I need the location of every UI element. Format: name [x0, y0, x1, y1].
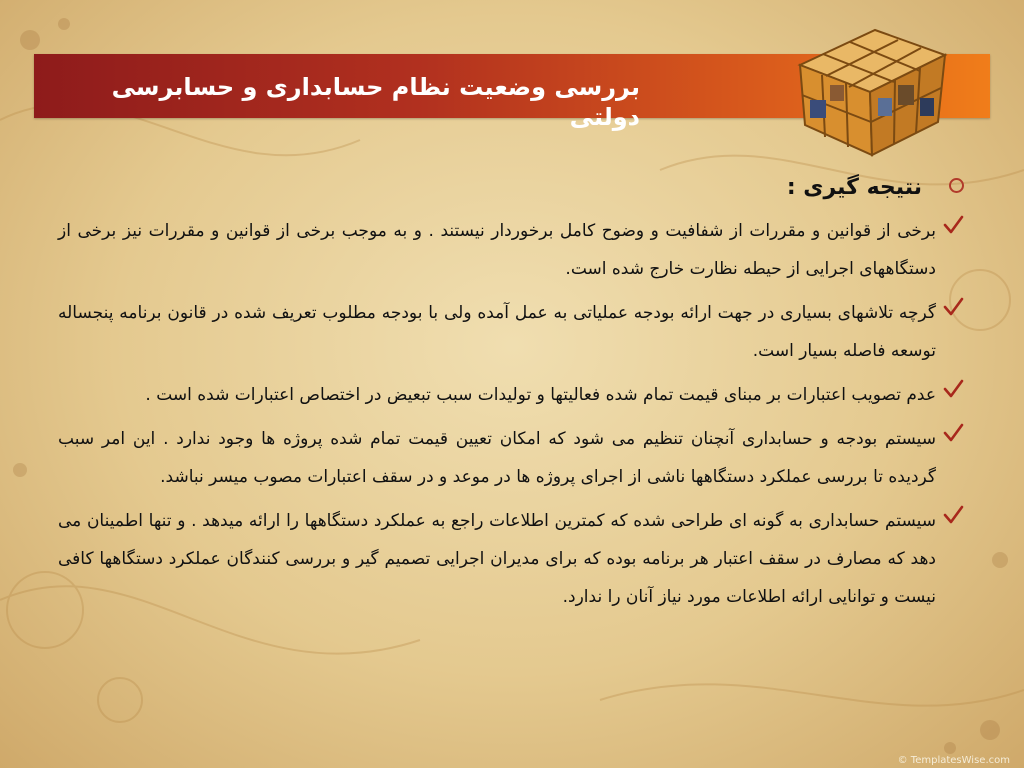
checkmark-icon [942, 504, 964, 526]
list-item-text: برخی از قوانین و مقررات از شفافیت و وضوح کامل برخوردار نیستند . و به موجب برخی از قوانین و مقررات نیز برخی از دستگاههای اجرایی از حیطه نظارت خارج شده است. [58, 221, 936, 279]
checkmark-icon [942, 422, 964, 444]
slide-title: بررسی وضعیت نظام حسابداری و حسابرسی دولتی [111, 73, 640, 131]
heading-row [58, 170, 964, 212]
list-item-text: سیستم حسابداری به گونه ای طراحی شده که کمترین اطلاعات راجع به عملکرد دستگاهها را ارائه میدهد . و تنها اطمینان می دهد که مصارف در سقف اعتبار هر برنامه بوده که برای مدیران اجرایی تصمیم گیر و بررسی کنندگان عملکرد دستگاهها کافی نیست و توانایی ارائه اطلاعات مورد نیاز آنان را ندارد. [58, 511, 936, 607]
list-item [58, 294, 964, 370]
watermark: © TemplatesWise.com [897, 755, 1010, 766]
section-heading: نتیجه گیری : [786, 175, 922, 200]
list-item-text: گرچه تلاشهای بسیاری در جهت ارائه بودجه عملیاتی به عمل آمده ولی با بودجه مطلوب تعریف شده در قانون برنامه پنجساله توسعه فاصله بسیار است. [58, 303, 936, 361]
list-item [58, 420, 964, 496]
slide-content [58, 170, 964, 622]
photo-cube-icon [780, 10, 960, 160]
checkmark-icon [942, 214, 964, 236]
checkmark-icon [942, 378, 964, 400]
list-item-text: سیستم بودجه و حسابداری آنچنان تنظیم می شود که امکان تعیین قیمت تمام شده پروژه ها وجود ندارد . این امر سبب گردیده تا بررسی عملکرد دستگاهها ناشی از اجرای پروژه ها در موعد و در سقف اعتبارات مصوب میسر نباشد. [58, 429, 936, 487]
list-item-text: عدم تصویب اعتبارات بر مبنای قیمت تمام شده فعالیتها و تولیدات سبب تبعیض در اختصاص اعتبارات شده است . [145, 385, 936, 405]
list-item [58, 502, 964, 616]
list-item [58, 212, 964, 288]
checkmark-icon [942, 296, 964, 318]
hollow-circle-icon [949, 178, 964, 193]
list-item [58, 376, 964, 414]
